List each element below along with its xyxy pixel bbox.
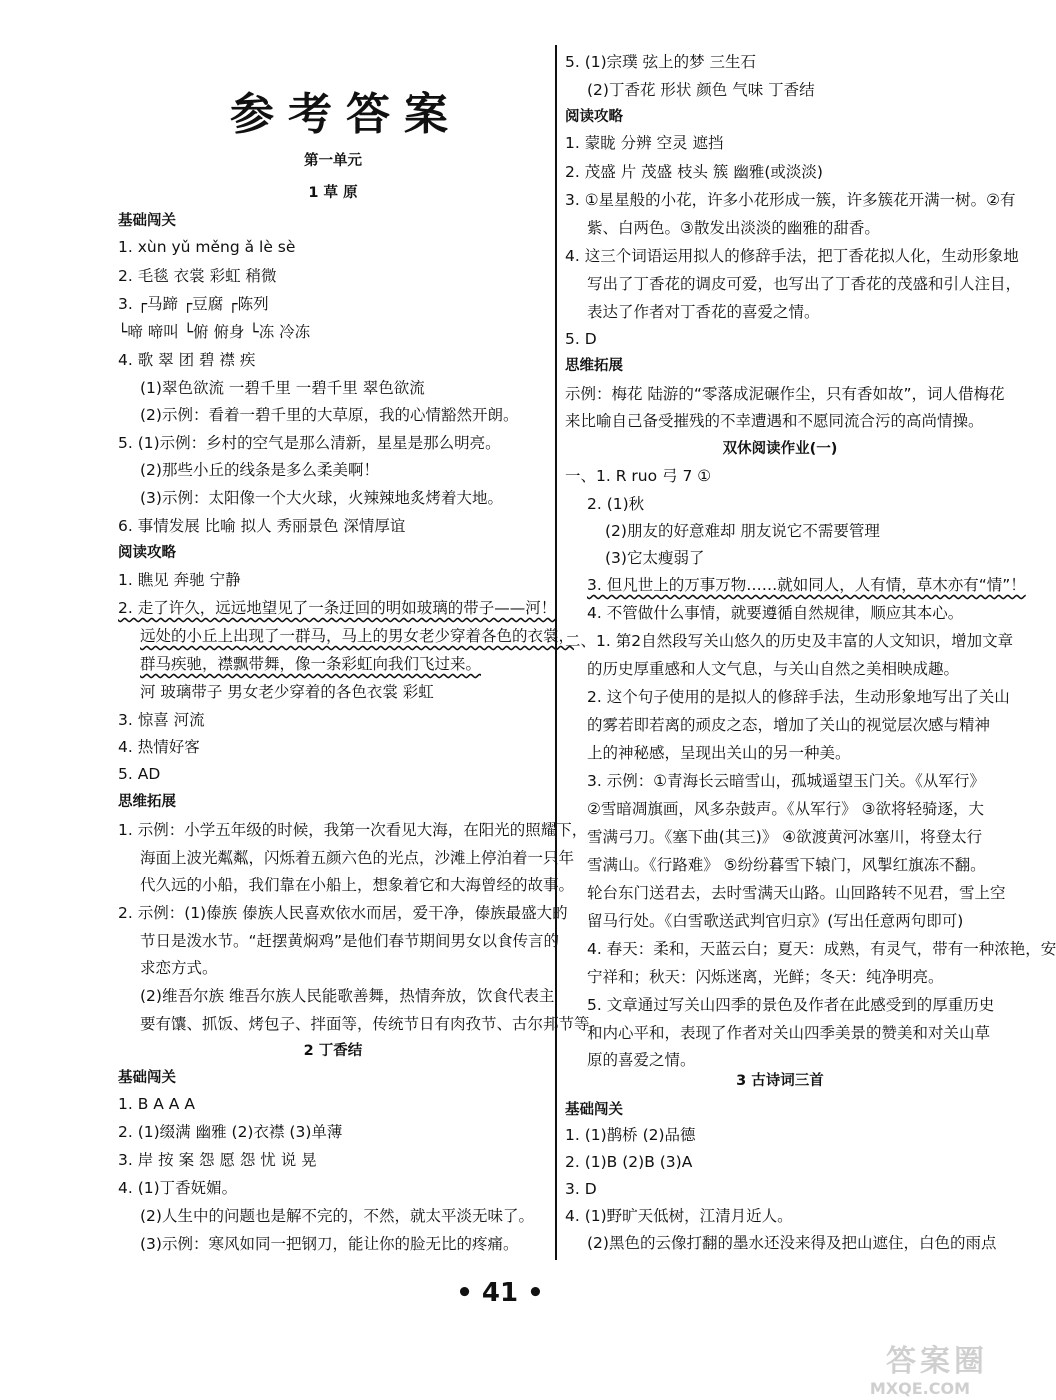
column-divider xyxy=(555,45,557,1260)
right-text-line: 4. 春天：柔和，天蓝云白；夏天：成熟，有灵气，带有一种浓艳，安 xyxy=(587,940,1056,958)
left-text-line: 3. 惊喜 河流 xyxy=(118,711,205,729)
left-text-line: 2. (1)缀满 幽雅 (2)衣襟 (3)单薄 xyxy=(118,1123,343,1141)
right-text-line: 2. (1)秋 xyxy=(587,495,645,513)
left-text-line: 6. 事情发展 比喻 拟人 秀丽景色 深情厚谊 xyxy=(118,517,406,535)
left-text-line: 节日是泼水节。“赶摆黄焖鸡”是他们春节期间男女以食传言的 xyxy=(140,932,560,950)
right-text-line: 2. (1)B (2)B (3)A xyxy=(565,1153,693,1171)
left-text-line: 1. xùn yǔ měng ǎ lè sè xyxy=(118,238,296,256)
left-text-line: 群马疾驰，襟飘带舞，像一条彩虹向我们飞过来。 xyxy=(140,655,482,673)
right-text-line: 雪满山。《行路难》 ⑤纷纷暮雪下辕门，风掣红旗冻不翻。 xyxy=(587,856,986,874)
right-text-line: 3. ①星星般的小花，许多小花形成一簇，许多簇花开满一树。②有 xyxy=(565,191,1016,209)
right-text-line: 阅读攻略 xyxy=(565,109,623,125)
right-text-line: 3. 但凡世上的万事万物……就如同人，人有情，草木亦有“情”！ xyxy=(587,576,1026,594)
left-text-line: 求恋方式。 xyxy=(140,959,218,977)
left-text-line: 1 草 原 xyxy=(308,185,358,201)
left-text-line: 2. 走了许久，远远地望见了一条迂回的明如玻璃的带子——河！ xyxy=(118,599,557,617)
right-text-line: 上的神秘感，呈现出关山的另一种美。 xyxy=(587,744,851,762)
right-text-line: 4. 不管做什么事情，就要遵循自然规律，顺应其本心。 xyxy=(587,604,964,622)
right-text-line: 原的喜爱之情。 xyxy=(587,1051,696,1069)
right-text-line: 来比喻自己备受摧残的不幸遭遇和不愿同流合污的高尚情操。 xyxy=(565,412,984,430)
right-text-line: 5. (1)宗璞 弦上的梦 三生石 xyxy=(565,53,757,71)
left-text-line: 要有馕、抓饭、烤包子、拌面等，传统节日有肉孜节、古尔邦节等。 xyxy=(140,1015,606,1033)
left-text-line: 2. 示例：(1)傣族 傣族人民喜欢依水而居，爱干净，傣族最盛大的 xyxy=(118,904,568,922)
left-text-line: 5. AD xyxy=(118,765,161,783)
right-text-line: 4. (1)野旷天低树，江清月近人。 xyxy=(565,1207,793,1225)
right-text-line: 2. 茂盛 片 茂盛 枝头 簇 幽雅(或淡淡) xyxy=(565,163,823,181)
watermark-logo: 答案圈 xyxy=(886,1344,988,1379)
left-text-line: 基础闯关 xyxy=(118,1070,176,1086)
left-text-line: 3. 岸 按 案 怨 愿 怨 忧 说 晃 xyxy=(118,1151,317,1169)
left-text-line: 3. ┌马蹄 ┌豆腐 ┌陈列 xyxy=(118,295,269,313)
right-text-line: 二、1. 第2自然段写关山悠久的历史及丰富的人文知识，增加文章 xyxy=(565,632,1014,650)
right-text-line: 表达了作者对丁香花的喜爱之情。 xyxy=(587,303,820,321)
left-text-line: 海面上波光粼粼，闪烁着五颜六色的光点，沙滩上停泊着一只年 xyxy=(140,849,575,867)
left-text-line: 4. 热情好客 xyxy=(118,738,200,756)
left-text-line: 4. 歌 翠 团 碧 襟 疾 xyxy=(118,351,256,369)
right-text-line: 基础闯关 xyxy=(565,1102,623,1118)
right-text-line: 1. (1)鹊桥 (2)品德 xyxy=(565,1126,696,1144)
watermark-url: MXQE.COM xyxy=(869,1379,970,1398)
right-text-line: 双休阅读作业(一) xyxy=(722,441,838,457)
right-text-line: 3. D xyxy=(565,1180,597,1198)
right-text-line: 雪满弓刀。《塞下曲(其三)》 ④欲渡黄河冰塞川，将登太行 xyxy=(587,828,983,846)
right-text-line: (2)朋友的好意难却 朋友说它不需要管理 xyxy=(605,522,880,540)
right-text-line: 3 古诗词三首 xyxy=(736,1073,824,1089)
left-text-line: 2 丁香结 xyxy=(303,1043,363,1059)
page-number: • 41 • xyxy=(456,1278,544,1308)
left-text-line: 1. B A A A xyxy=(118,1095,195,1113)
right-text-line: 4. 这三个词语运用拟人的修辞手法，把丁香花拟人化，生动形象地 xyxy=(565,247,1019,265)
left-text-line: 第一单元 xyxy=(304,153,362,169)
right-text-line: 宁祥和；秋天：闪烁迷离，光鲜；冬天：纯净明亮。 xyxy=(587,968,944,986)
right-text-line: 1. 蒙眬 分辨 空灵 遮挡 xyxy=(565,134,724,152)
left-text-line: (1)翠色欲流 一碧千里 一碧千里 翠色欲流 xyxy=(140,379,425,397)
right-text-line: 的历史厚重感和人文气息，与关山自然之美相映成趣。 xyxy=(587,660,960,678)
left-text-line: (3)示例：寒风如同一把钢刀，能让你的脸无比的疼痛。 xyxy=(140,1235,519,1253)
left-text-line: 代久远的小船，我们靠在小船上，想象着它和大海曾经的故事。 xyxy=(140,876,575,894)
right-text-line: 和内心平和，表现了作者对关山四季美景的赞美和对关山草 xyxy=(587,1024,991,1042)
right-text-line: 2. 这个句子使用的是拟人的修辞手法，生动形象地写出了关山 xyxy=(587,688,1010,706)
right-text-line: (2)黑色的云像打翻的墨水还没来得及把山遮住，白色的雨点 xyxy=(587,1234,997,1252)
right-text-line: 示例：梅花 陆游的“零落成泥碾作尘，只有香如故”，词人借梅花 xyxy=(565,385,1005,403)
right-text-line: 一、1. R ruo 弓 7 ① xyxy=(565,467,712,485)
left-text-line: (3)示例：太阳像一个大火球，火辣辣地炙烤着大地。 xyxy=(140,489,503,507)
left-text-line: 思维拓展 xyxy=(118,794,176,810)
left-text-line: 1. 瞧见 奔驰 宁静 xyxy=(118,571,241,589)
right-text-line: (2)丁香花 形状 颜色 气味 丁香结 xyxy=(587,81,815,99)
left-text-line: 基础闯关 xyxy=(118,213,176,229)
left-text-line: (2)维吾尔族 维吾尔族人民能歌善舞，热情奔放，饮食代表主 xyxy=(140,987,555,1005)
left-text-line: └啼 啼叫 └俯 俯身 └冻 冷冻 xyxy=(118,323,311,341)
left-text-line: (2)那些小丘的线条是多么柔美啊！ xyxy=(140,461,379,479)
left-text-line: 4. (1)丁香妩媚。 xyxy=(118,1179,238,1197)
right-text-line: ②雪暗凋旗画，风多杂鼓声。《从军行》 ③欲将轻骑逐，大 xyxy=(587,800,984,818)
left-text-line: (2)人生中的问题也是解不完的，不然，就太平淡无味了。 xyxy=(140,1207,534,1225)
left-text-line: (2)示例：看着一碧千里的大草原，我的心情豁然开朗。 xyxy=(140,406,519,424)
right-text-line: (3)它太瘦弱了 xyxy=(605,549,705,567)
right-text-line: 写出了丁香花的调皮可爱，也写出了丁香花的茂盛和引人注目， xyxy=(587,275,1022,293)
left-text-line: 河 玻璃带子 男女老少穿着的各色衣裳 彩虹 xyxy=(140,683,434,701)
right-text-line: 3. 示例：①青海长云暗雪山，孤城遥望玉门关。《从军行》 xyxy=(587,772,985,790)
right-text-line: 紫、白两色。③散发出淡淡的幽雅的甜香。 xyxy=(587,219,880,237)
right-text-line: 的雾若即若离的顽皮之态，增加了关山的视觉层次感与精神 xyxy=(587,716,991,734)
left-text-line: 1. 示例：小学五年级的时候，我第一次看见大海，在阳光的照耀下， xyxy=(118,821,588,839)
page-title: 参考答案 xyxy=(230,89,462,140)
right-text-line: 5. 文章通过写关山四季的景色及作者在此感受到的厚重历史 xyxy=(587,996,995,1014)
left-text-line: 阅读攻略 xyxy=(118,545,176,561)
right-text-line: 留马行处。《白雪歌送武判官归京》(写出任意两句即可) xyxy=(587,912,964,930)
right-text-line: 思维拓展 xyxy=(565,358,623,374)
right-text-line: 轮台东门送君去，去时雪满天山路。山回路转不见君，雪上空 xyxy=(587,884,1006,902)
left-text-line: 5. (1)示例：乡村的空气是那么清新，星星是那么明亮。 xyxy=(118,434,501,452)
left-text-line: 远处的小丘上出现了一群马，马上的男女老少穿着各色的衣裳， xyxy=(140,627,575,645)
right-text-line: 5. D xyxy=(565,330,597,348)
left-text-line: 2. 毛毯 衣裳 彩虹 稍微 xyxy=(118,267,277,285)
